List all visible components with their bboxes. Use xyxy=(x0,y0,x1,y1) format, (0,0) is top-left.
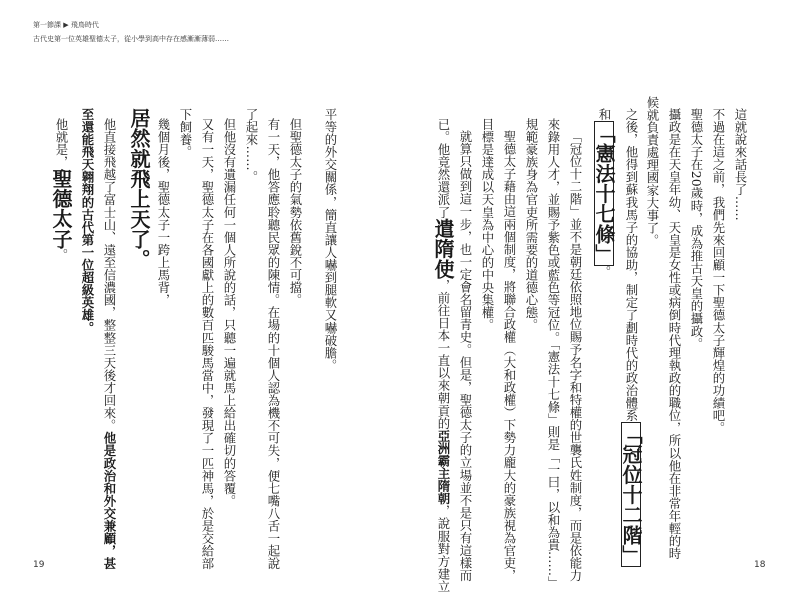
left-col-12-end: 。 xyxy=(54,248,69,262)
right-col-7-end: 。 xyxy=(597,265,612,279)
right-col-12: 目標是達成以天皇為中心的中央集權。 xyxy=(480,118,495,332)
right-col-2: 不過在這之前，我們先來回顧一下聖德太子輝煌的功績吧。 xyxy=(711,108,726,435)
chapter-subtitle: 古代史第一位英雄聖德太子，從小學到高中存在感漸漸薄弱…… xyxy=(33,35,229,43)
chapter-header: 第一節課 ▶ 飛鳥時代 xyxy=(33,21,99,29)
kenpou-box: 「憲法十七條」 xyxy=(592,122,616,264)
shotoku-taishi-emphasis: 聖德太子 xyxy=(49,168,73,249)
left-col-4: 了起來……。 xyxy=(244,108,259,184)
left-col-3: 有一天，他答應聆聽民眾的陳情。在場的十個人認為機不可失，便七嘴八舌一起說 xyxy=(266,118,281,570)
left-col-8: 幾個月後，聖德太子一跨上馬背， xyxy=(156,118,171,307)
right-col-13: 就算只做到這一步，也一定會名留青史。但是，聖德太子的立場並不是只有這樣而 xyxy=(458,130,473,582)
right-col-6-text: 之後，他得到蘇我馬子的協助，制定了劃時代的政治體系 xyxy=(624,108,639,422)
right-col-10: 規範豪族身為官吏所需要的道德心態。 xyxy=(524,118,539,332)
left-col-11: 至還能飛天翱翔的古代第一位超級英雄。 xyxy=(80,108,95,334)
right-col-14-text: 已。他竟然還派了 xyxy=(436,118,451,219)
left-col-2: 但聖德太子的氣勢依舊銳不可擋。 xyxy=(288,118,303,307)
right-col-1: 這就說來話長了…… xyxy=(733,108,748,221)
left-col-1: 平等的外交關係，簡直讓人嚇到腿軟又嚇破膽。 xyxy=(323,108,338,372)
left-col-12-text: 他就是， xyxy=(54,118,69,169)
sui-dynasty-emphasis: 亞洲霸主隋朝 xyxy=(436,429,451,505)
page-number-left: 19 xyxy=(33,560,45,570)
right-col-6 xyxy=(621,108,641,567)
right-col-14-text-2: ，前往日本一直以來朝貢的 xyxy=(436,278,451,430)
right-col-9: 來錄用人才，並賜予紫色或藍色等冠位。「憲法十七條」則是「一曰，以和為貴……」 xyxy=(546,118,561,589)
left-col-9-headline: 居然就飛上天了。 xyxy=(127,108,151,270)
kenzuishi-emphasis: 遣隋使 xyxy=(431,218,455,279)
right-col-4: 攝政是在天皇年幼、天皇是女性或病倒時代理執政的職位，所以他在非常年輕的時 xyxy=(667,108,682,560)
right-col-14 xyxy=(431,118,455,593)
kan-i-juunikai-box: 「冠位十二階」 xyxy=(619,423,643,565)
page-number-right: 18 xyxy=(754,560,766,570)
right-col-14-text-3: ，說服對方建立 xyxy=(436,504,451,593)
right-col-7-text: 和 xyxy=(597,108,612,121)
right-col-5: 候就負責處理國家大事了。 xyxy=(645,96,660,247)
left-col-10-text: 他直接飛越了富士山、遠至信濃國，整整三天後才回來。 xyxy=(102,118,117,432)
right-col-3: 聖德太子在20歲時，成為推古天皇的攝政。 xyxy=(689,108,704,350)
left-col-12 xyxy=(49,118,73,262)
right-col-11: 聖德太子藉由這兩個制度，將聯合政權（大和政權）下勢力龐大的豪族視為官吏， xyxy=(502,130,517,582)
right-col-7 xyxy=(594,108,614,278)
left-col-7: 下飼養。 xyxy=(178,108,193,159)
left-col-6: 又有一天，聖德太子在各國獻上的數百匹駿馬當中，發現了一匹神馬，於是交給部 xyxy=(200,118,215,570)
left-col-5: 但他沒有遺漏任何一個人所說的話，只聽一遍就馬上給出確切的答覆。 xyxy=(222,118,237,508)
right-col-8: 「冠位十二階」並不是朝廷依照地位賜予名字和特權的世襲氏姓制度，而是依能力 xyxy=(568,130,583,582)
left-col-10 xyxy=(100,118,118,570)
left-col-10-bold: 他是政治和外交兼顧，甚 xyxy=(102,431,117,570)
